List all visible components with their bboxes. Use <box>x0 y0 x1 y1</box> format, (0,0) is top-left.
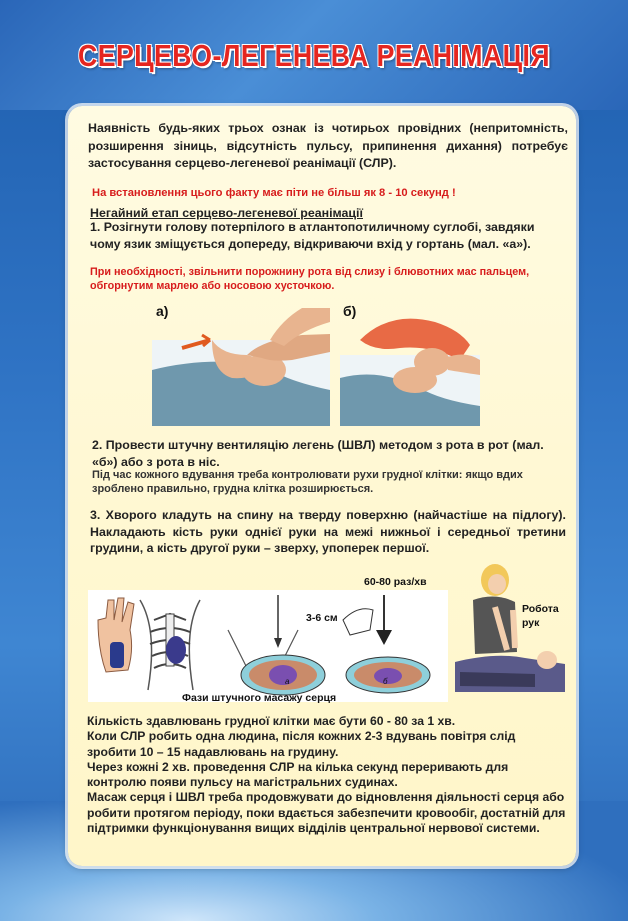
phase-b-label: б <box>383 677 388 686</box>
depth-label: 3-6 см <box>306 612 338 624</box>
stage-heading: Негайний етап серцево-легеневої реанімації <box>90 206 363 220</box>
step-1-note: При необхідності, звільнити порожнину рота від слизу і блювотних мас пальцем, обгорнутим марлею або носовою хусточкою. <box>90 266 530 292</box>
illustration-massage-phases <box>88 590 448 702</box>
step-2-note: Під час кожного вдування треба контролювати рухи грудної клітки: якщо вдих зроблено правильно, грудна клітка розширюється. <box>92 469 523 495</box>
bottom-paragraph-3: Через кожні 2 хв. проведення СЛР на кілька секунд переривають для контролю появи пульсу на магістральних судинах. <box>87 759 509 790</box>
illustration-mouth-to-mouth <box>340 300 480 426</box>
phase-a-label: а <box>285 677 290 686</box>
illustration-chest-compression <box>455 562 565 702</box>
step-3-text: 3. Хворого кладуть на спину на тверду поверхню (найчастіше на підлогу). Накладають кість руки однієї руки на межі нижньої і середньої третини грудини, а кість другої руки – зверху, упоперек першої. <box>90 508 566 555</box>
warning-text: На встановлення цього факту має піти не більш як 8 - 10 секунд ! <box>92 187 456 199</box>
step-2-text: 2. Провести штучну вентиляцію легень (ШВЛ) методом з рота в рот (мал. «б») або з рота в ніс. <box>92 438 544 469</box>
page-title: СЕРЦЕВО-ЛЕГЕНЕВА РЕАНІМАЦІЯ <box>78 38 550 73</box>
hands-label: Робота рук <box>522 603 559 629</box>
bottom-text <box>87 714 567 836</box>
step-1-text: 1. Розігнути голову потерпілого в атлантопотиличному суглобі, завдяки чому язик зміщується допереду, відкриваючи вхід у гортань (мал. «а»). <box>90 220 535 251</box>
rate-label: 60-80 раз/хв <box>364 576 427 588</box>
bottom-paragraph-4: Масаж серця і ШВЛ треба продовжувати до відновлення діяльності серця або робити протягом періоду, поки вдається забезпечити кровообіг, достатній для підтримки функціонування вищих відділів центральної нервової системи. <box>87 790 566 836</box>
intro-paragraph: Наявність будь-яких трьох ознак із чотирьох провідних (непритомність, розширення зіниць, відсутність пульсу, припинення дихання) потребує застосування серцево-легеневої реанімації (СЛР). <box>88 121 568 170</box>
bottom-paragraph-1: Кількість здавлювань грудної клітки має бути 60 - 80 за 1 хв. <box>87 714 456 728</box>
figure-b-label: б) <box>343 303 357 319</box>
massage-caption: Фази штучного масажу серця <box>182 692 337 704</box>
figure-a-label: а) <box>156 303 169 319</box>
bottom-paragraph-2: Коли СЛР робить одна людина, після кожних 2-3 вдувань повітря слід зробити 10 – 15 надавлювань на грудину. <box>87 729 516 759</box>
illustration-head-tilt <box>152 300 330 426</box>
